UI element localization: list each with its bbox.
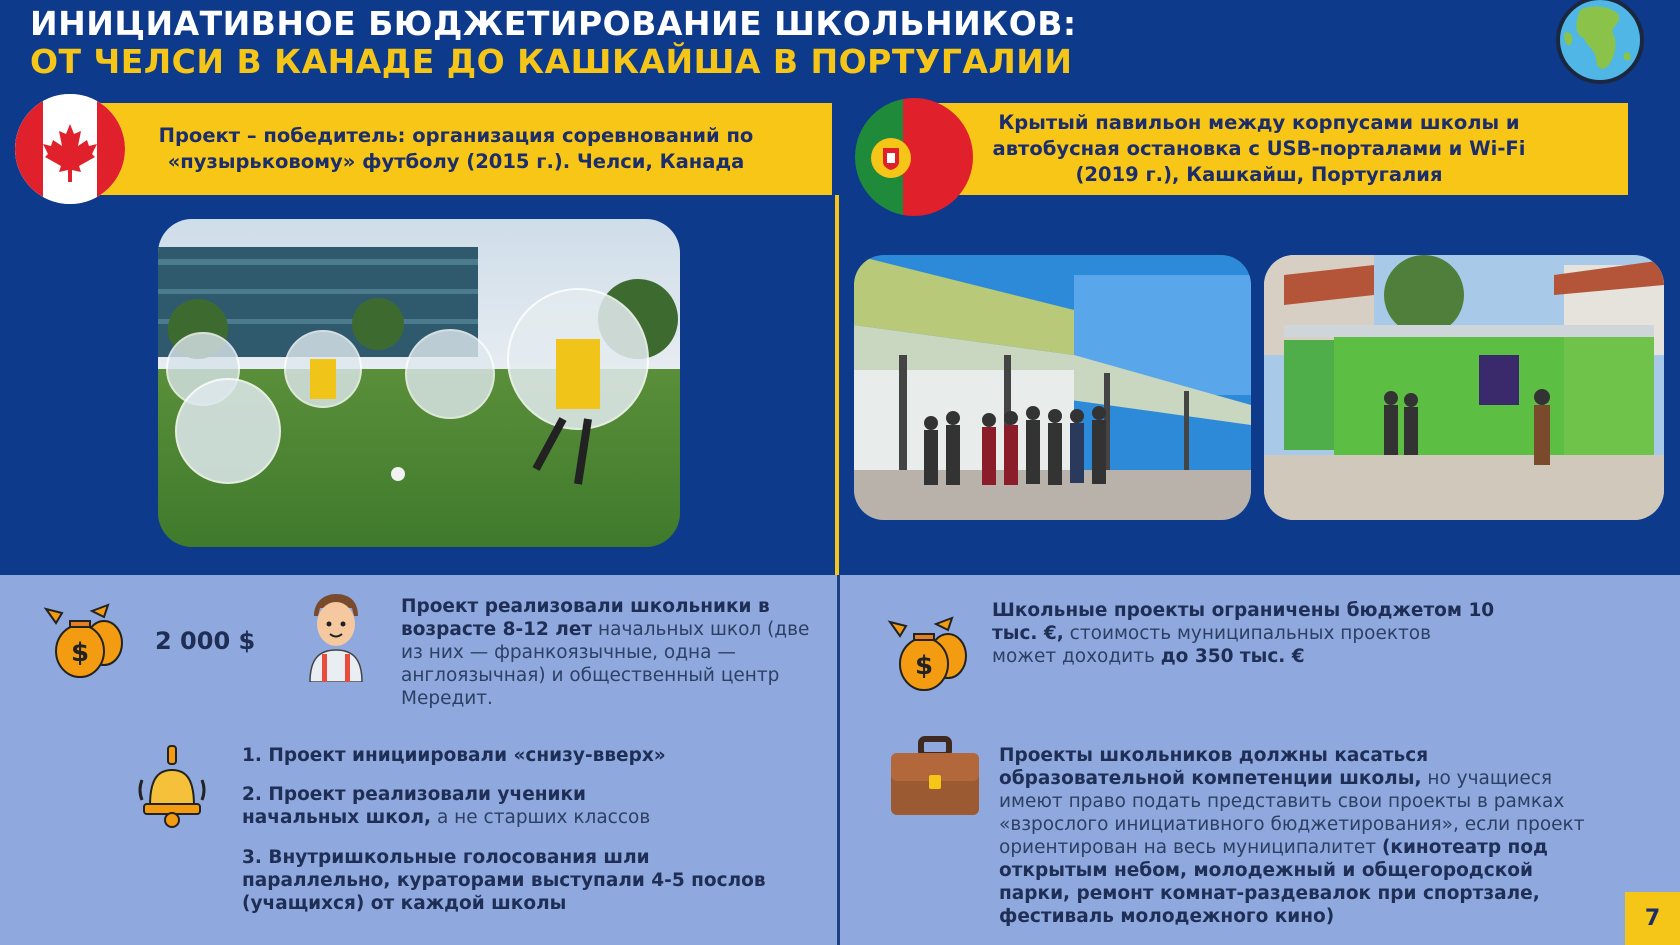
projects-scope-rest1: но учащиеся имеют право подать представить свои проекты в рамках «взрослого инициативного бюджетирования», если проект ориентирован на весь муниципалитет — [999, 768, 1585, 858]
slide-title-line2: ОТ ЧЕЛСИ В КАНАДЕ ДО КАШКАЙША В ПОРТУГАЛИИ — [30, 42, 1073, 81]
student-avatar-icon — [306, 592, 366, 682]
column-divider-bottom — [837, 575, 840, 945]
left-banner-line1: Проект – победитель: организация соревнований по — [158, 124, 754, 147]
svg-text:$: $ — [70, 638, 90, 668]
bubble-football-photo — [158, 219, 680, 547]
briefcase-icon — [889, 735, 981, 819]
money-bags-icon — [42, 595, 126, 679]
left-point-1 — [242, 744, 702, 767]
project-budget-amount: 2 000 $ — [155, 627, 256, 655]
page-number: 7 — [1625, 892, 1680, 945]
canada-flag-icon — [15, 94, 125, 204]
left-point-3 — [242, 846, 782, 915]
left-point-2-rest: а не старших классов — [431, 807, 651, 828]
school-pavilion-photo — [854, 255, 1251, 520]
left-banner-line2: «пузырьковому» футболу (2015 г.). Челси, Канада — [167, 150, 745, 173]
budget-limits-text — [992, 599, 1497, 668]
left-point-2-bold: 2. Проект реализовали ученики начальных школ, — [242, 784, 587, 828]
budget-limits-bold2: до 350 тыс. € — [1160, 646, 1305, 667]
projects-scope-bold2: (кинотеатр под открытым небом, молодежный и общегородской парки, ремонт комнат-раздевалок при спортзале, фестиваль молодежного кино) — [999, 837, 1548, 927]
column-divider-top — [835, 195, 839, 575]
bus-stop-photo — [1264, 255, 1664, 520]
right-banner-line3: (2019 г.), Кашкайш, Португалия — [1075, 163, 1443, 186]
slide-title-line1: ИНИЦИАТИВНОЕ БЮДЖЕТИРОВАНИЕ ШКОЛЬНИКОВ: — [30, 4, 1077, 43]
left-project-banner — [80, 103, 832, 195]
left-point-3-bold: 3. Внутришкольные голосования шли параллельно, кураторами выступали 4-5 послов (учащихся) от каждой школы — [242, 847, 766, 914]
students-description-rest: начальных школ (две из них — франкоязычные, одна — англоязычная) и общественный центр Мередит. — [401, 619, 810, 709]
svg-text:$: $ — [914, 651, 934, 681]
portugal-flag-icon — [855, 98, 973, 216]
projects-scope-bold1: Проекты школьников должны касаться образовательной компетенции школы, — [999, 745, 1429, 789]
students-description-bold: Проект реализовали школьники в возрасте 8-12 лет — [401, 596, 770, 640]
right-banner-line1: Крытый павильон между корпусами школы и — [998, 111, 1520, 134]
bell-icon — [136, 744, 208, 832]
projects-scope-text — [999, 744, 1599, 928]
right-project-banner — [890, 103, 1628, 195]
money-bags-icon-right — [886, 608, 970, 692]
budget-limits-rest1: стоимость муниципальных проектов может доходить — [992, 623, 1432, 667]
globe-icon — [1552, 0, 1650, 88]
budget-limits-bold1: Школьные проекты ограничены бюджетом 10 тыс. €, — [992, 600, 1495, 644]
students-description — [401, 595, 811, 710]
left-point-1-bold: 1. Проект инициировали «снизу-вверх» — [242, 745, 666, 766]
right-banner-line2: автобусная остановка с USB-порталами и Wi-Fi — [992, 137, 1526, 160]
left-point-2 — [242, 783, 672, 829]
